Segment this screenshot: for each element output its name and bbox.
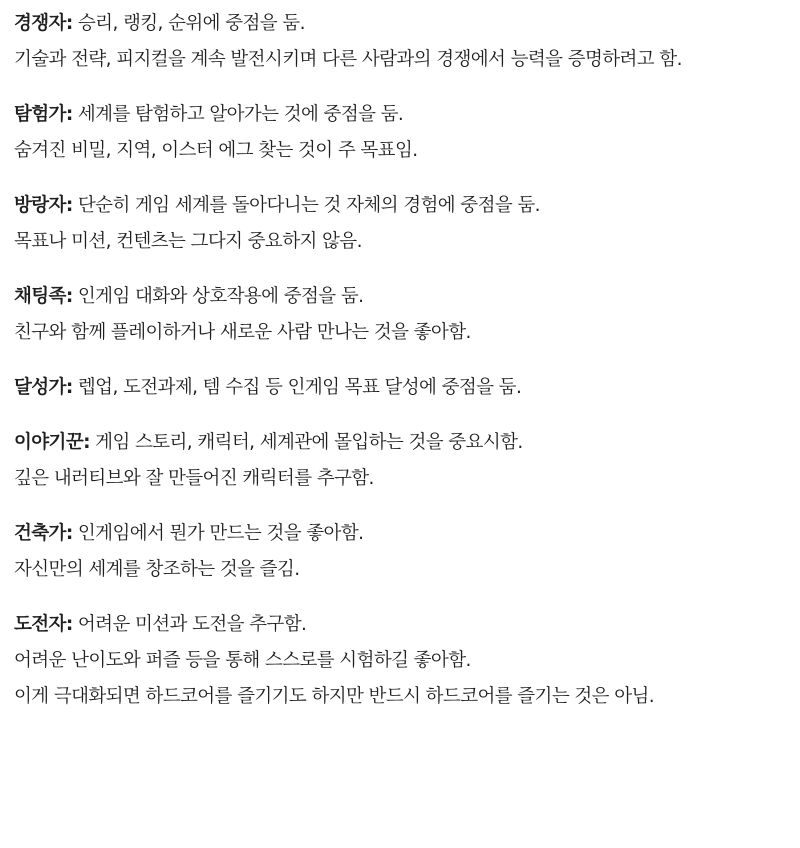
- section-heading-line: [14, 370, 786, 406]
- section-summary: 세계를 탐험하고 알아가는 것에 중점을 둠.: [72, 104, 404, 125]
- section-builder: [14, 516, 786, 588]
- section-term: 이야기꾼:: [14, 432, 90, 453]
- section-competitor: [14, 6, 786, 78]
- section-detail: 기술과 전략, 피지컬을 계속 발전시키며 다른 사람과의 경쟁에서 능력을 증명하려고 함.: [14, 49, 682, 70]
- section-detail: 어려운 난이도와 퍼즐 등을 통해 스스로를 시험하길 좋아함.: [14, 650, 471, 671]
- section-detail: 숨겨진 비밀, 지역, 이스터 에그 찾는 것이 주 목표임.: [14, 140, 418, 161]
- section-explorer: [14, 97, 786, 169]
- section-detail: 친구와 함께 플레이하거나 새로운 사람 만나는 것을 좋아함.: [14, 322, 471, 343]
- section-detail: 자신만의 세계를 창조하는 것을 즐김.: [14, 559, 300, 580]
- section-heading-line: [14, 279, 786, 315]
- section-summary: 단순히 게임 세계를 돌아다니는 것 자체의 경험에 중점을 둠.: [72, 195, 540, 216]
- section-term: 경쟁자:: [14, 13, 73, 34]
- section-heading-line: [14, 97, 786, 133]
- section-term: 방랑자:: [14, 195, 73, 216]
- section-heading-line: [14, 516, 786, 552]
- section-chatter: [14, 279, 786, 351]
- section-summary: 승리, 랭킹, 순위에 중점을 둠.: [72, 13, 305, 34]
- section-term: 도전자:: [14, 614, 73, 635]
- section-term: 채팅족:: [14, 286, 73, 307]
- section-term: 달성가:: [14, 377, 73, 398]
- section-heading-line: [14, 188, 786, 224]
- section-detail: 이게 극대화되면 하드코어를 즐기기도 하지만 반드시 하드코어를 즐기는 것은 아님.: [14, 686, 655, 707]
- section-term: 건축가:: [14, 523, 73, 544]
- section-summary: 게임 스토리, 캐릭터, 세계관에 몰입하는 것을 중요시함.: [89, 432, 523, 453]
- section-term: 탐험가:: [14, 104, 73, 125]
- section-summary: 인게임에서 뭔가 만드는 것을 좋아함.: [72, 523, 364, 544]
- section-summary: 렙업, 도전과제, 템 수집 등 인게임 목표 달성에 중점을 둠.: [72, 377, 522, 398]
- section-heading-line: [14, 6, 786, 42]
- section-summary: 인게임 대화와 상호작용에 중점을 둠.: [72, 286, 364, 307]
- section-storyteller: [14, 425, 786, 497]
- section-challenger: [14, 607, 786, 715]
- section-detail: 목표나 미션, 컨텐츠는 그다지 중요하지 않음.: [14, 231, 362, 252]
- section-heading-line: [14, 425, 786, 461]
- section-wanderer: [14, 188, 786, 260]
- section-detail: 깊은 내러티브와 잘 만들어진 캐릭터를 추구함.: [14, 468, 374, 489]
- section-achiever: [14, 370, 786, 406]
- section-summary: 어려운 미션과 도전을 추구함.: [72, 614, 307, 635]
- section-heading-line: [14, 607, 786, 643]
